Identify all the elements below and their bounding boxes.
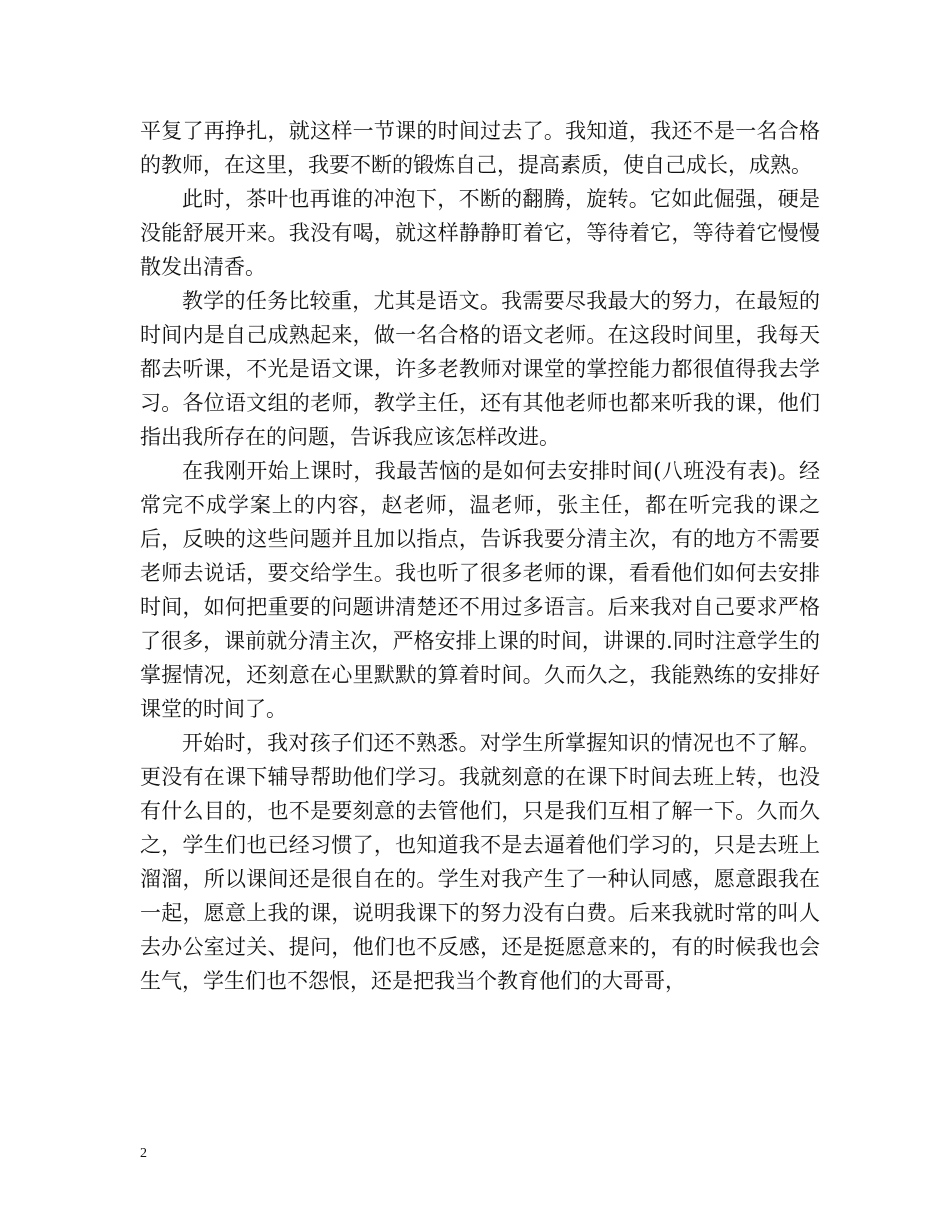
paragraph-3: 教学的任务比较重，尤其是语文。我需要尽我最大的努力，在最短的时间内是自己成熟起来，做一名合格的语文老师。在这段时间里，我每天都去听课，不光是语文课，许多老教师对课堂的掌控能力都很值得我去学习。各位语文组的老师，教学主任，还有其他老师也都来听我的课，他们指出我所存在的问题，告诉我应该怎样改进。 (140, 289, 820, 449)
paragraph-2: 此时，茶叶也再谁的冲泡下，不断的翻腾，旋转。它如此倔强，硬是没能舒展开来。我没有喝，就这样静静盯着它，等待着它，等待着它慢慢散发出清香。 (140, 187, 820, 279)
paragraph-4: 在我刚开始上课时，我最苦恼的是如何去安排时间(八班没有表)。经常完不成学案上的内容，赵老师，温老师，张主任，都在听完我的课之后，反映的这些问题并且加以指点，告诉我要分清主次，有的地方不需要老师去说话，要交给学生。我也听了很多老师的课，看看他们如何去安排时间，如何把重要的问题讲清楚还不用过多语言。后来我对自己要求严格了很多，课前就分清主次，严格安排上课的时间，讲课的.同时注意学生的掌握情况，还刻意在心里默默的算着时间。久而久之，我能熟练的安排好课堂的时间了。 (140, 459, 820, 721)
paragraph-5: 开始时，我对孩子们还不熟悉。对学生所掌握知识的情况也不了解。更没有在课下辅导帮助他们学习。我就刻意的在课下时间去班上转，也没有什么目的，也不是要刻意的去管他们，只是我们互相了解一下。久而久之，学生们也已经习惯了，也知道我不是去逼着他们学习的，只是去班上溜溜，所以课间还是很自在的。学生对我产生了一种认同感，愿意跟我在一起，愿意上我的课，说明我课下的努力没有白费。后来我就时常的叫人去办公室过关、提问，他们也不反感，还是挺愿意来的，有的时候我也会生气，学生们也不怨恨，还是把我当个教育他们的大哥哥， (140, 731, 820, 993)
body-text (140, 114, 820, 998)
paragraph-1: 平复了再挣扎，就这样一节课的时间过去了。我知道，我还不是一名合格的教师，在这里，我要不断的锻炼自己，提高素质，使自己成长，成熟。 (140, 119, 820, 177)
page-number: 2 (140, 1146, 147, 1161)
